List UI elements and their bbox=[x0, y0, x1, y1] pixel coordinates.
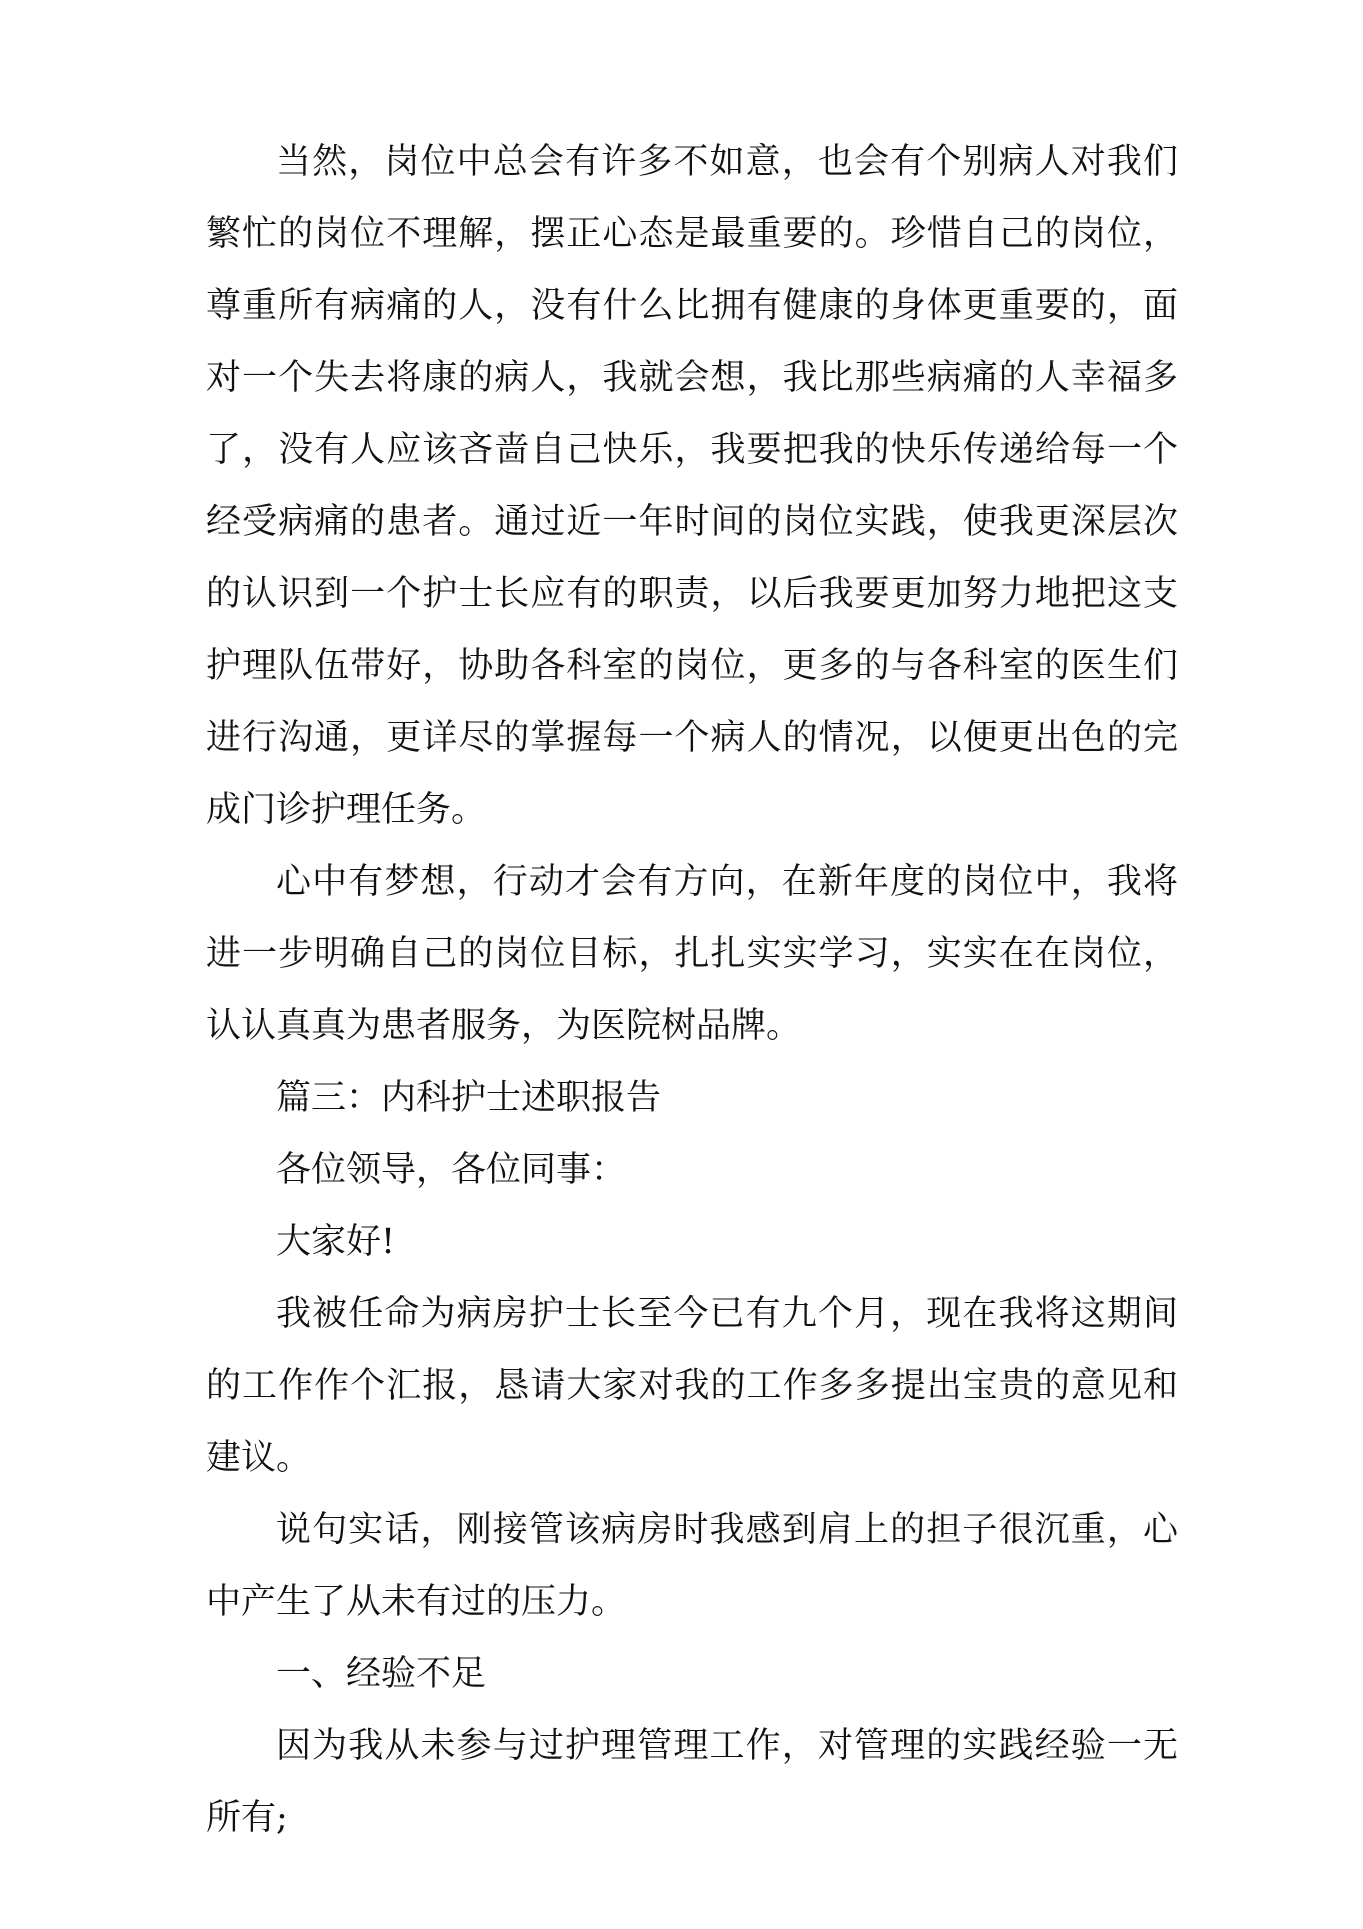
paragraph-appointment: 我被任命为病房护士长至今已有九个月，现在我将这期间的工作作个汇报，恳请大家对我的工作多多提出宝贵的意见和建议。 bbox=[206, 1294, 1178, 1478]
greeting: 大家好! bbox=[276, 1222, 396, 1262]
document-page bbox=[206, 126, 1178, 1854]
paragraph-pressure: 说句实话，刚接管该病房时我感到肩上的担子很沉重，心中产生了从未有过的压力。 bbox=[206, 1510, 1178, 1622]
section-title: 篇三：内科护士述职报告 bbox=[276, 1078, 662, 1118]
paragraph-attitude: 当然，岗位中总会有许多不如意，也会有个别病人对我们繁忙的岗位不理解，摆正心态是最重要的。珍惜自己的岗位，尊重所有病痛的人，没有什么比拥有健康的身体更重要的，面对一个失去将康的病人，我就会想，我比那些病痛的人幸福多了，没有人应该吝啬自己快乐，我要把我的快乐传递给每一个经受病痛的患者。通过近一年时间的岗位实践，使我更深层次的认识到一个护士长应有的职责，以后我要更加努力地把这支护理队伍带好，协助各科室的岗位，更多的与各科室的医生们进行沟通，更详尽的掌握每一个病人的情况，以便更出色的完成门诊护理任务。 bbox=[206, 142, 1178, 830]
subheading-inexperience: 一、经验不足 bbox=[276, 1654, 487, 1694]
salutation: 各位领导，各位同事： bbox=[276, 1150, 627, 1190]
paragraph-dream: 心中有梦想，行动才会有方向，在新年度的岗位中，我将进一步明确自己的岗位目标，扎扎实实学习，实实在在岗位，认认真真为患者服务，为医院树品牌。 bbox=[206, 862, 1178, 1046]
paragraph-inexperience: 因为我从未参与过护理管理工作，对管理的实践经验一无所有; bbox=[206, 1726, 1178, 1838]
